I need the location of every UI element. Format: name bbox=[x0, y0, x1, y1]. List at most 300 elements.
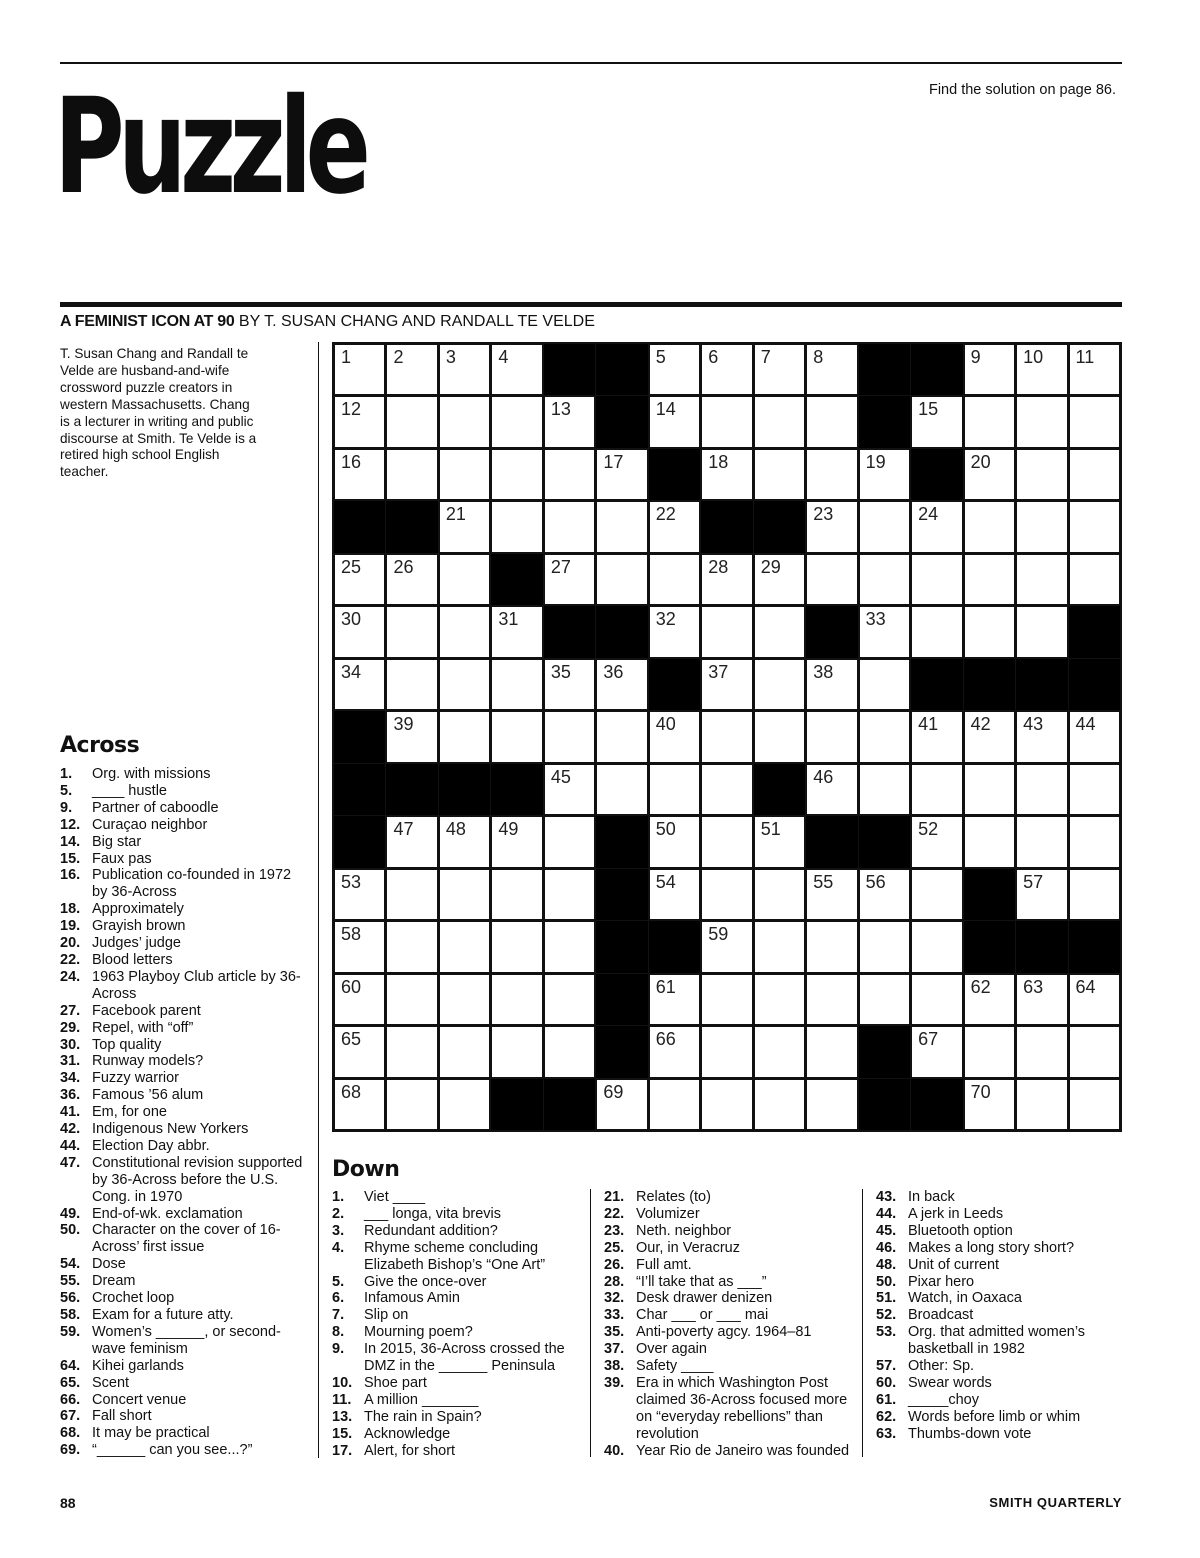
clue-text: Org. that admitted women’s basketball in 1982 bbox=[908, 1324, 1086, 1358]
grid-cell[interactable] bbox=[1069, 711, 1120, 762]
grid-cell[interactable] bbox=[754, 816, 805, 867]
down-clue bbox=[604, 1240, 854, 1257]
clue-text: Char ___ or ___ mai bbox=[636, 1307, 769, 1324]
clue-text: Faux pas bbox=[92, 850, 152, 867]
grid-cell[interactable] bbox=[544, 449, 595, 500]
grid-cell[interactable] bbox=[596, 1079, 647, 1130]
grid-cell[interactable] bbox=[806, 869, 857, 920]
down-clue bbox=[876, 1189, 1122, 1206]
cell-number: 31 bbox=[498, 609, 519, 630]
clue-text: Em, for one bbox=[92, 1104, 167, 1121]
grid-cell[interactable] bbox=[649, 1079, 700, 1130]
grid-cell[interactable] bbox=[964, 449, 1015, 500]
column-divider bbox=[318, 342, 319, 1458]
grid-cell[interactable] bbox=[439, 1026, 490, 1077]
grid-cell[interactable] bbox=[911, 921, 962, 972]
grid-cell[interactable] bbox=[701, 396, 752, 447]
down-clue bbox=[332, 1206, 582, 1223]
down-clue bbox=[876, 1392, 1122, 1409]
clue-number: 1. bbox=[332, 1189, 345, 1205]
grid-cell[interactable] bbox=[1016, 449, 1067, 500]
grid-cell[interactable] bbox=[439, 921, 490, 972]
grid-cell[interactable] bbox=[911, 816, 962, 867]
grid-cell[interactable] bbox=[544, 816, 595, 867]
grid-cell[interactable] bbox=[386, 396, 437, 447]
grid-cell[interactable] bbox=[386, 344, 437, 395]
grid-cell[interactable] bbox=[649, 711, 700, 762]
grid-cell[interactable] bbox=[1016, 606, 1067, 657]
clue-number: 16. bbox=[60, 867, 81, 884]
grid-cell[interactable] bbox=[334, 1026, 385, 1077]
down-clue bbox=[876, 1409, 1122, 1426]
clue-number: 50. bbox=[876, 1273, 897, 1290]
across-clue bbox=[60, 1358, 310, 1375]
grid-cell-black bbox=[596, 344, 647, 395]
clue-number: 7. bbox=[332, 1307, 345, 1324]
grid-cell[interactable] bbox=[1016, 1079, 1067, 1130]
grid-cell[interactable] bbox=[439, 869, 490, 920]
grid-cell[interactable] bbox=[911, 606, 962, 657]
grid-cell-black bbox=[334, 501, 385, 552]
cell-number: 48 bbox=[445, 819, 466, 840]
grid-cell[interactable] bbox=[544, 764, 595, 815]
grid-cell[interactable] bbox=[964, 711, 1015, 762]
clue-text: Facebook parent bbox=[92, 1002, 201, 1019]
grid-cell[interactable] bbox=[649, 344, 700, 395]
clue-number: 13. bbox=[332, 1408, 353, 1425]
grid-cell[interactable] bbox=[754, 1026, 805, 1077]
across-clue bbox=[60, 1442, 310, 1459]
grid-cell[interactable] bbox=[859, 501, 910, 552]
grid-cell[interactable] bbox=[859, 764, 910, 815]
clue-number: 23. bbox=[604, 1222, 625, 1239]
across-clue bbox=[60, 1121, 310, 1138]
grid-cell[interactable] bbox=[964, 606, 1015, 657]
grid-cell[interactable] bbox=[649, 501, 700, 552]
clue-number: 44. bbox=[876, 1205, 897, 1222]
grid-cell[interactable] bbox=[544, 659, 595, 710]
clue-text: Other: Sp. bbox=[908, 1358, 975, 1375]
grid-cell[interactable] bbox=[491, 344, 542, 395]
grid-cell[interactable] bbox=[439, 396, 490, 447]
grid-cell[interactable] bbox=[964, 501, 1015, 552]
grid-cell[interactable] bbox=[1069, 344, 1120, 395]
grid-cell[interactable] bbox=[911, 396, 962, 447]
cell-number: 55 bbox=[813, 871, 834, 892]
cell-number: 51 bbox=[760, 819, 781, 840]
grid-cell[interactable] bbox=[386, 921, 437, 972]
grid-cell-black bbox=[649, 921, 700, 972]
clue-number: 41. bbox=[60, 1104, 81, 1121]
clue-text: Full amt. bbox=[636, 1256, 692, 1273]
grid-cell[interactable] bbox=[859, 921, 910, 972]
grid-cell[interactable] bbox=[334, 1079, 385, 1130]
cell-number: 50 bbox=[655, 819, 676, 840]
grid-cell[interactable] bbox=[649, 1026, 700, 1077]
grid-cell[interactable] bbox=[649, 606, 700, 657]
grid-cell[interactable] bbox=[806, 396, 857, 447]
grid-cell[interactable] bbox=[754, 869, 805, 920]
grid-cell[interactable] bbox=[334, 606, 385, 657]
grid-cell[interactable] bbox=[1016, 974, 1067, 1025]
grid-cell[interactable] bbox=[911, 1026, 962, 1077]
grid-cell[interactable] bbox=[649, 396, 700, 447]
cell-number: 60 bbox=[341, 976, 362, 997]
grid-cell[interactable] bbox=[1016, 764, 1067, 815]
grid-cell[interactable] bbox=[386, 449, 437, 500]
grid-cell[interactable] bbox=[1069, 1026, 1120, 1077]
grid-cell[interactable] bbox=[701, 344, 752, 395]
down-clue bbox=[332, 1240, 582, 1274]
grid-cell[interactable] bbox=[596, 501, 647, 552]
grid-cell[interactable] bbox=[701, 659, 752, 710]
grid-cell[interactable] bbox=[334, 449, 385, 500]
clue-text: Mourning poem? bbox=[364, 1324, 473, 1341]
grid-cell[interactable] bbox=[701, 921, 752, 972]
grid-cell[interactable] bbox=[911, 711, 962, 762]
grid-cell[interactable] bbox=[754, 974, 805, 1025]
grid-cell[interactable] bbox=[911, 554, 962, 605]
clue-number: 60. bbox=[876, 1374, 897, 1391]
clue-number: 24. bbox=[60, 968, 81, 985]
grid-cell[interactable] bbox=[701, 816, 752, 867]
across-clue bbox=[60, 1155, 310, 1206]
clue-number: 22. bbox=[604, 1205, 625, 1222]
cell-number: 52 bbox=[918, 819, 939, 840]
grid-cell[interactable] bbox=[806, 1026, 857, 1077]
grid-cell[interactable] bbox=[334, 396, 385, 447]
clue-number: 52. bbox=[876, 1307, 897, 1324]
clue-number: 30. bbox=[60, 1036, 81, 1053]
clue-number: 57. bbox=[876, 1358, 897, 1375]
grid-cell[interactable] bbox=[859, 659, 910, 710]
grid-cell[interactable] bbox=[1016, 501, 1067, 552]
grid-cell[interactable] bbox=[334, 921, 385, 972]
grid-cell[interactable] bbox=[1069, 764, 1120, 815]
clue-text: Viet ____ bbox=[364, 1189, 426, 1205]
grid-cell[interactable] bbox=[596, 659, 647, 710]
grid-cell[interactable] bbox=[754, 344, 805, 395]
across-clue bbox=[60, 918, 310, 935]
grid-cell[interactable] bbox=[859, 869, 910, 920]
clue-text: ____ hustle bbox=[92, 782, 167, 799]
grid-cell[interactable] bbox=[544, 921, 595, 972]
cell-number: 44 bbox=[1075, 714, 1096, 735]
clue-number: 58. bbox=[60, 1307, 81, 1323]
across-clue bbox=[60, 1037, 310, 1054]
grid-cell[interactable] bbox=[1016, 344, 1067, 395]
down-clue bbox=[876, 1375, 1122, 1392]
down-clue bbox=[876, 1358, 1122, 1375]
grid-cell[interactable] bbox=[964, 816, 1015, 867]
grid-cell[interactable] bbox=[491, 711, 542, 762]
clue-number: 21. bbox=[604, 1189, 625, 1205]
down-clue bbox=[332, 1223, 582, 1240]
grid-cell[interactable] bbox=[806, 449, 857, 500]
grid-cell[interactable] bbox=[911, 501, 962, 552]
cell-number: 45 bbox=[550, 766, 571, 787]
grid-cell[interactable] bbox=[806, 554, 857, 605]
grid-cell[interactable] bbox=[1016, 869, 1067, 920]
clue-number: 15. bbox=[60, 850, 81, 867]
grid-cell[interactable] bbox=[649, 974, 700, 1025]
down-column-divider bbox=[590, 1189, 591, 1457]
grid-cell[interactable] bbox=[701, 606, 752, 657]
across-clue bbox=[60, 1138, 310, 1155]
clue-number: 25. bbox=[604, 1239, 625, 1256]
grid-cell[interactable] bbox=[1069, 869, 1120, 920]
grid-cell[interactable] bbox=[911, 764, 962, 815]
grid-cell[interactable] bbox=[491, 921, 542, 972]
grid-cell[interactable] bbox=[334, 659, 385, 710]
grid-cell[interactable] bbox=[859, 974, 910, 1025]
grid-cell[interactable] bbox=[754, 449, 805, 500]
clue-text: A million _______ bbox=[364, 1391, 479, 1408]
grid-cell[interactable] bbox=[596, 711, 647, 762]
across-clue bbox=[60, 1256, 310, 1273]
cell-number: 6 bbox=[708, 347, 719, 367]
grid-cell[interactable] bbox=[1016, 816, 1067, 867]
grid-cell[interactable] bbox=[701, 764, 752, 815]
clue-text: Year Rio de Janeiro was founded bbox=[636, 1442, 850, 1459]
cell-number: 59 bbox=[708, 924, 729, 945]
grid-cell[interactable] bbox=[754, 711, 805, 762]
grid-cell[interactable] bbox=[701, 1026, 752, 1077]
grid-cell[interactable] bbox=[386, 659, 437, 710]
grid-cell[interactable] bbox=[1016, 554, 1067, 605]
grid-cell[interactable] bbox=[701, 869, 752, 920]
grid-cell[interactable] bbox=[649, 554, 700, 605]
grid-cell[interactable] bbox=[754, 396, 805, 447]
clue-text: Safety ____ bbox=[636, 1358, 714, 1375]
grid-cell[interactable] bbox=[1069, 501, 1120, 552]
cell-number: 4 bbox=[498, 347, 509, 367]
clue-number: 8. bbox=[332, 1324, 345, 1341]
across-clue bbox=[60, 1003, 310, 1020]
grid-cell[interactable] bbox=[964, 554, 1015, 605]
down-clue bbox=[876, 1307, 1122, 1324]
grid-cell[interactable] bbox=[1069, 554, 1120, 605]
magazine-name: SMITH QUARTERLY bbox=[989, 1495, 1122, 1510]
clue-text: Fuzzy warrior bbox=[92, 1070, 180, 1087]
grid-cell[interactable] bbox=[491, 869, 542, 920]
grid-cell[interactable] bbox=[859, 449, 910, 500]
clue-text: Repel, with “off” bbox=[92, 1019, 194, 1036]
grid-cell[interactable] bbox=[491, 1026, 542, 1077]
clue-text: It may be practical bbox=[92, 1425, 210, 1442]
grid-cell[interactable] bbox=[911, 974, 962, 1025]
grid-cell[interactable] bbox=[491, 396, 542, 447]
down-clue bbox=[876, 1324, 1122, 1358]
grid-cell[interactable] bbox=[386, 1079, 437, 1130]
grid-cell[interactable] bbox=[754, 606, 805, 657]
grid-cell[interactable] bbox=[439, 606, 490, 657]
grid-cell[interactable] bbox=[439, 711, 490, 762]
grid-cell[interactable] bbox=[911, 869, 962, 920]
grid-cell[interactable] bbox=[386, 1026, 437, 1077]
grid-cell[interactable] bbox=[334, 974, 385, 1025]
grid-cell[interactable] bbox=[806, 659, 857, 710]
grid-cell[interactable] bbox=[964, 974, 1015, 1025]
grid-cell[interactable] bbox=[491, 501, 542, 552]
grid-cell[interactable] bbox=[544, 396, 595, 447]
grid-cell[interactable] bbox=[964, 1079, 1015, 1130]
grid-cell[interactable] bbox=[1069, 974, 1120, 1025]
grid-cell[interactable] bbox=[964, 1026, 1015, 1077]
across-clue bbox=[60, 783, 310, 800]
grid-cell[interactable] bbox=[544, 711, 595, 762]
grid-cell[interactable] bbox=[806, 764, 857, 815]
grid-cell[interactable] bbox=[386, 869, 437, 920]
grid-cell[interactable] bbox=[701, 974, 752, 1025]
grid-cell[interactable] bbox=[596, 764, 647, 815]
grid-cell-black bbox=[701, 501, 752, 552]
grid-cell[interactable] bbox=[859, 606, 910, 657]
grid-cell[interactable] bbox=[806, 974, 857, 1025]
grid-cell[interactable] bbox=[806, 711, 857, 762]
grid-cell[interactable] bbox=[544, 869, 595, 920]
grid-cell[interactable] bbox=[439, 816, 490, 867]
grid-cell[interactable] bbox=[964, 344, 1015, 395]
cell-number: 63 bbox=[1023, 976, 1044, 997]
grid-cell[interactable] bbox=[1016, 711, 1067, 762]
grid-cell[interactable] bbox=[439, 659, 490, 710]
clue-text: Words before limb or whim bbox=[908, 1408, 1081, 1425]
grid-cell[interactable] bbox=[491, 449, 542, 500]
cell-number: 68 bbox=[341, 1081, 362, 1102]
grid-cell[interactable] bbox=[334, 869, 385, 920]
grid-cell[interactable] bbox=[754, 921, 805, 972]
solution-note: Find the solution on page 86. bbox=[928, 82, 1116, 98]
cell-number: 34 bbox=[341, 661, 362, 682]
clue-number: 17. bbox=[332, 1442, 353, 1459]
grid-cell[interactable] bbox=[754, 659, 805, 710]
grid-cell[interactable] bbox=[649, 869, 700, 920]
grid-cell[interactable] bbox=[439, 344, 490, 395]
cell-number: 15 bbox=[918, 399, 939, 420]
clue-text: Volumizer bbox=[636, 1205, 700, 1222]
clue-text: Watch, in Oaxaca bbox=[908, 1290, 1022, 1307]
page-title: Puzzle bbox=[54, 70, 365, 224]
grid-cell[interactable] bbox=[334, 554, 385, 605]
clue-number: 32. bbox=[604, 1290, 625, 1307]
across-clue bbox=[60, 851, 310, 868]
grid-cell[interactable] bbox=[1069, 396, 1120, 447]
clue-number: 4. bbox=[332, 1239, 345, 1256]
grid-cell[interactable] bbox=[439, 974, 490, 1025]
grid-cell[interactable] bbox=[1069, 1079, 1120, 1130]
cell-number: 8 bbox=[813, 347, 824, 367]
grid-cell[interactable] bbox=[701, 1079, 752, 1130]
grid-cell[interactable] bbox=[596, 554, 647, 605]
grid-cell[interactable] bbox=[806, 921, 857, 972]
grid-cell[interactable] bbox=[491, 659, 542, 710]
grid-cell-black bbox=[1069, 606, 1120, 657]
grid-cell[interactable] bbox=[859, 554, 910, 605]
clue-text: A jerk in Leeds bbox=[908, 1205, 1004, 1222]
clue-text: Era in which Washington Post claimed 36-Across focused more on “everyday rebellions” than revolution bbox=[636, 1374, 848, 1442]
cell-number: 21 bbox=[445, 504, 466, 525]
grid-cell[interactable] bbox=[701, 554, 752, 605]
grid-cell[interactable] bbox=[491, 606, 542, 657]
grid-cell-black bbox=[806, 816, 857, 867]
grid-cell[interactable] bbox=[649, 764, 700, 815]
grid-cell[interactable] bbox=[1016, 396, 1067, 447]
grid-cell[interactable] bbox=[806, 1079, 857, 1130]
grid-cell[interactable] bbox=[754, 554, 805, 605]
grid-cell[interactable] bbox=[754, 1079, 805, 1130]
grid-cell[interactable] bbox=[1069, 449, 1120, 500]
grid-cell[interactable] bbox=[701, 711, 752, 762]
grid-cell[interactable] bbox=[1069, 816, 1120, 867]
grid-cell[interactable] bbox=[1016, 1026, 1067, 1077]
clue-text: Swear words bbox=[908, 1374, 992, 1391]
cell-number: 46 bbox=[813, 766, 834, 787]
down-clue bbox=[604, 1443, 854, 1460]
cell-number: 64 bbox=[1075, 976, 1096, 997]
grid-cell[interactable] bbox=[806, 344, 857, 395]
grid-cell-black bbox=[334, 816, 385, 867]
grid-cell[interactable] bbox=[386, 606, 437, 657]
grid-cell[interactable] bbox=[596, 449, 647, 500]
grid-cell[interactable] bbox=[491, 974, 542, 1025]
grid-cell[interactable] bbox=[439, 1079, 490, 1130]
across-clue bbox=[60, 1392, 310, 1409]
grid-cell[interactable] bbox=[334, 344, 385, 395]
grid-cell[interactable] bbox=[439, 501, 490, 552]
grid-cell[interactable] bbox=[964, 764, 1015, 815]
grid-cell[interactable] bbox=[806, 501, 857, 552]
grid-cell[interactable] bbox=[544, 974, 595, 1025]
across-clue bbox=[60, 1425, 310, 1442]
clue-number: 22. bbox=[60, 951, 81, 968]
grid-cell[interactable] bbox=[439, 554, 490, 605]
grid-cell[interactable] bbox=[701, 449, 752, 500]
cell-number: 58 bbox=[341, 924, 362, 945]
grid-cell[interactable] bbox=[439, 449, 490, 500]
cell-number: 41 bbox=[918, 714, 939, 735]
grid-cell[interactable] bbox=[386, 974, 437, 1025]
across-clue bbox=[60, 1324, 310, 1358]
clue-number: 53. bbox=[876, 1324, 897, 1341]
clue-number: 66. bbox=[60, 1391, 81, 1408]
grid-cell[interactable] bbox=[386, 554, 437, 605]
grid-cell-black bbox=[544, 606, 595, 657]
grid-cell[interactable] bbox=[544, 554, 595, 605]
clue-number: 18. bbox=[60, 901, 81, 918]
down-clue bbox=[604, 1189, 854, 1206]
down-clue bbox=[332, 1307, 582, 1324]
grid-cell[interactable] bbox=[386, 816, 437, 867]
cell-number: 67 bbox=[918, 1029, 939, 1050]
clue-text: Dose bbox=[92, 1256, 126, 1273]
cell-number: 12 bbox=[341, 399, 362, 420]
grid-cell[interactable] bbox=[544, 501, 595, 552]
grid-cell[interactable] bbox=[386, 711, 437, 762]
clue-number: 34. bbox=[60, 1070, 81, 1087]
grid-cell-black bbox=[596, 1026, 647, 1077]
grid-cell[interactable] bbox=[491, 816, 542, 867]
section-rule bbox=[60, 302, 1122, 307]
grid-cell[interactable] bbox=[544, 1026, 595, 1077]
grid-cell[interactable] bbox=[649, 816, 700, 867]
down-clue bbox=[332, 1409, 582, 1426]
across-clue bbox=[60, 952, 310, 969]
clue-text: Famous ’56 alum bbox=[92, 1087, 204, 1104]
grid-cell[interactable] bbox=[859, 711, 910, 762]
grid-cell[interactable] bbox=[964, 396, 1015, 447]
across-clue bbox=[60, 1053, 310, 1070]
